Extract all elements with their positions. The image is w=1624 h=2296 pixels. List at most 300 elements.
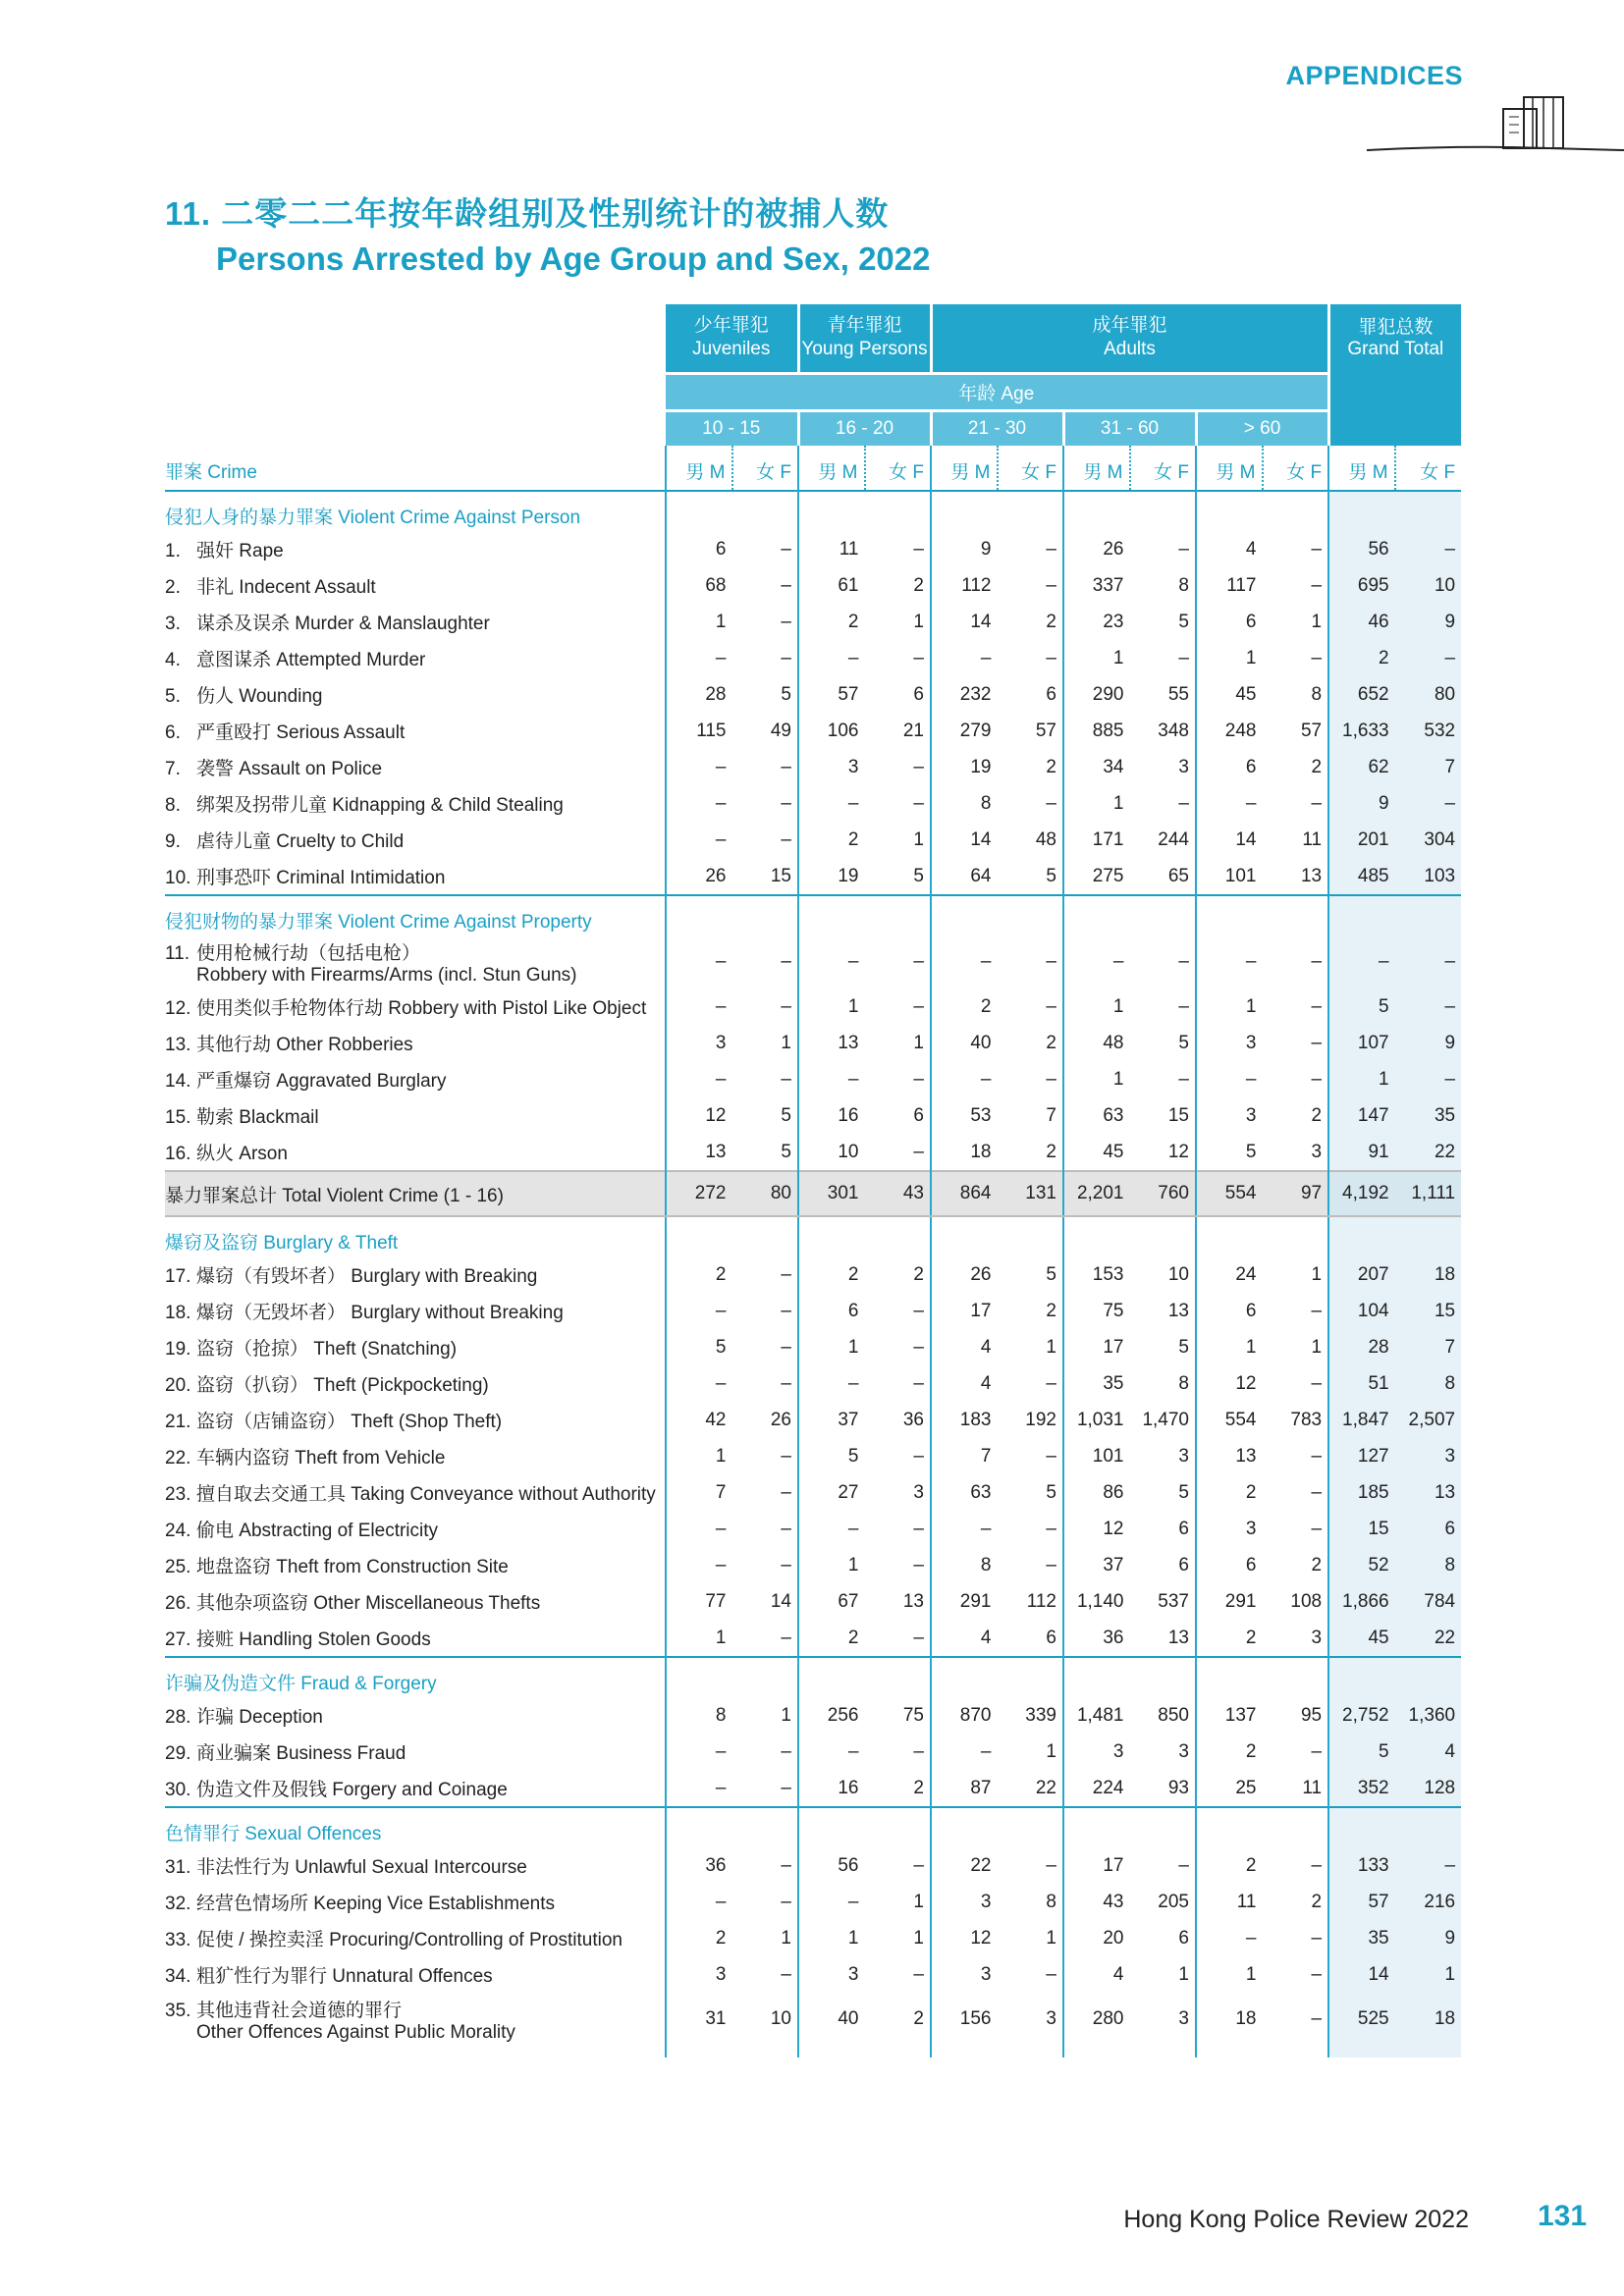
value-cell: 1 [913,1032,924,1053]
empty-cell [1263,900,1329,935]
value-cell: 2 [1046,1300,1056,1321]
value-cell: – [798,785,865,822]
section-label: APPENDICES [1285,61,1463,90]
value-cell: 5 [1046,1263,1056,1285]
value-cell: 45 [1063,1134,1130,1171]
value-cell: – [1395,640,1462,676]
value-cell: 13 [1167,1300,1189,1321]
value-cell: 77 [666,1583,732,1620]
empty-cell [798,2046,865,2057]
crime-label: 盗窃（店铺盗窃） Theft (Shop Theft) [196,1412,503,1432]
crime-label: 偷电 Abstracting of Electricity [196,1521,439,1541]
empty-cell [1328,1812,1395,1847]
value-cell: 19 [798,858,865,895]
value-cell: 4 [1063,1956,1130,1993]
crime-number: 12. [165,998,191,1019]
empty-cell [1196,496,1263,531]
value-cell: 1 [781,1032,791,1053]
crime-label: 意图谋杀 Attempted Murder [196,650,426,670]
value-cell: 18 [1196,1993,1263,2046]
value-cell: 5 [913,865,924,886]
empty-cell [1328,496,1395,531]
section-header [165,1221,1461,1256]
empty-cell [1395,2046,1462,2057]
value-cell: 1,140 [1063,1583,1130,1620]
value-cell: 6 [1196,604,1263,640]
value-cell: 9 [1395,1920,1462,1956]
empty-cell [732,900,799,935]
empty-cell [666,900,732,935]
header-adults: 成年罪犯 Adults [931,304,1328,373]
table-row [165,822,1461,858]
empty-cell [1263,1221,1329,1256]
empty-cell [1063,2046,1130,2057]
value-cell: – [1311,1854,1323,1876]
crime-number: 20. [165,1375,191,1396]
value-cell: 48 [1063,1025,1130,1061]
value-cell: – [1395,531,1462,567]
value-cell: 1,481 [1063,1697,1130,1734]
value-cell: 1 [798,1547,865,1583]
value-cell: – [798,640,865,676]
crime-label: 刑事恐吓 Criminal Intimidation [196,868,446,888]
table-end [165,2046,1461,2057]
value-cell: 12 [666,1097,732,1134]
crime-label: 盗窃（扒窃） Theft (Pickpocketing) [196,1375,489,1396]
value-cell: – [1311,1445,1323,1467]
crime-label: 爆窃（有毁坏者） Burglary with Breaking [196,1266,538,1287]
empty-cell [798,900,865,935]
value-cell: 3 [1178,1445,1189,1467]
value-cell: 153 [1063,1256,1130,1293]
value-cell: 5 [1328,1734,1395,1770]
crime-name [165,1256,666,1293]
crime-number: 14. [165,1071,191,1092]
value-cell: 3 [798,749,865,785]
table-row [165,1697,1461,1734]
value-cell: – [1395,1847,1462,1884]
crime-number: 19. [165,1339,191,1360]
table-row [165,1402,1461,1438]
empty-cell [1063,900,1130,935]
empty-cell [1063,1812,1130,1847]
page-number: 131 [1538,2200,1588,2232]
crime-label: 使用类似手枪物体行劫 Robbery with Pistol Like Object [196,998,647,1019]
value-cell: 1 [1196,1329,1263,1365]
crime-label: 促使 / 操控卖淫 Procuring/Controlling of Prostitution [196,1930,623,1950]
value-cell: – [1178,951,1189,972]
value-cell: 537 [1158,1590,1189,1612]
header-male: 男 M [1196,446,1263,491]
value-cell: 10 [1167,1263,1189,1285]
value-cell: – [1311,1927,1323,1949]
crime-label: 盗窃（抢掠） Theft (Snatching) [196,1339,458,1360]
empty-cell [666,1812,732,1847]
crime-number: 10. [165,868,191,888]
value-cell: 4 [931,1365,998,1402]
value-cell: 37 [798,1402,865,1438]
value-cell: 6 [1178,1518,1189,1539]
value-cell: 5 [1178,1336,1189,1358]
crime-label: 非法性行为 Unlawful Sexual Intercourse [196,1857,527,1878]
value-cell: 1 [666,1620,732,1657]
value-cell: 5 [1178,1481,1189,1503]
value-cell: 45 [1328,1620,1395,1657]
value-cell: – [1311,1963,1323,1985]
value-cell: 2 [666,1256,732,1293]
crime-label: 诈骗 Deception [196,1707,323,1728]
table-header-blank [165,373,666,410]
value-cell: 133 [1328,1847,1395,1884]
crime-label: 地盘盗窃 Theft from Construction Site [196,1557,509,1577]
empty-cell [1063,1221,1130,1256]
empty-cell [865,2046,932,2057]
value-cell: 1 [1046,1336,1056,1358]
value-cell: 131 [998,1171,1064,1216]
value-cell: 19 [931,749,998,785]
table-row [165,1256,1461,1293]
value-cell: 2 [798,1620,865,1657]
value-cell: 112 [931,567,998,604]
value-cell: 7 [1046,1104,1056,1126]
value-cell: 11 [1302,828,1323,850]
value-cell: 7 [931,1438,998,1474]
crime-label: 虐待儿童 Cruelty to Child [196,831,405,852]
value-cell: 91 [1328,1134,1395,1171]
empty-cell [931,496,998,531]
empty-cell [998,496,1064,531]
crime-name [165,1620,666,1657]
crime-label: 其他违背社会道德的罪行 [196,2000,403,2021]
table-row [165,1770,1461,1807]
value-cell: 22 [1035,1777,1056,1798]
value-cell: – [1395,988,1462,1025]
empty-cell [865,1812,932,1847]
value-cell: – [913,1627,924,1648]
section-title: 爆窃及盗窃 Burglary & Theft [165,1233,399,1254]
value-cell: 8 [1395,1547,1462,1583]
table-row [165,640,1461,676]
crime-name [165,1993,666,2046]
value-cell: 2 [913,2008,924,2029]
value-cell: – [1046,995,1056,1017]
empty-cell [1130,1662,1197,1697]
value-cell: 272 [666,1171,732,1216]
crime-name [165,1734,666,1770]
value-cell: 2 [913,1777,924,1798]
value-cell: 36 [1063,1620,1130,1657]
table-row [165,567,1461,604]
value-cell: 1 [1178,1963,1189,1985]
crime-label: 擅自取去交通工具 Taking Conveyance without Authority [196,1484,656,1505]
table-row [165,1620,1461,1657]
header-age-group: > 60 [1196,410,1328,446]
value-cell: 1,866 [1328,1583,1395,1620]
empty-cell [1263,496,1329,531]
value-cell: 13 [1196,1438,1263,1474]
value-cell: 57 [1300,720,1323,741]
empty-cell [1395,1812,1462,1847]
value-cell: 14 [770,1590,791,1612]
value-cell: 6 [798,1293,865,1329]
value-cell: 485 [1328,858,1395,895]
value-cell: – [931,1061,998,1097]
value-cell: 337 [1063,567,1130,604]
header-female: 女 F [1130,446,1197,491]
value-cell: 20 [1063,1920,1130,1956]
value-cell: – [666,1511,732,1547]
crime-label: 强奸 Rape [196,541,284,561]
arrests-table [165,304,1461,2057]
value-cell: 301 [798,1171,865,1216]
value-cell: 652 [1328,676,1395,713]
value-cell: 1 [798,1329,865,1365]
empty-cell [1395,1662,1462,1697]
crime-label-en: Other Offences Against Public Morality [196,2021,515,2043]
value-cell: 695 [1328,567,1395,604]
empty-cell [998,1662,1064,1697]
value-cell: 171 [1063,822,1130,858]
value-cell: 8 [931,785,998,822]
value-cell: 216 [1395,1884,1462,1920]
value-cell: 6 [1196,749,1263,785]
value-cell: 5 [781,683,791,705]
crime-name [165,531,666,567]
crime-label: 严重殴打 Serious Assault [196,722,406,743]
value-cell: 16 [798,1097,865,1134]
value-cell: – [1046,1518,1056,1539]
value-cell: 760 [1130,1171,1197,1216]
crime-number: 16. [165,1144,191,1164]
value-cell: 15 [1395,1293,1462,1329]
value-cell: – [1196,1920,1263,1956]
value-cell: 112 [1026,1590,1056,1612]
crime-number: 4. [165,650,181,670]
value-cell: 9 [1328,785,1395,822]
empty-cell [798,496,865,531]
value-cell: – [913,647,924,668]
value-cell: 2,507 [1395,1402,1462,1438]
crime-name [165,567,666,604]
value-cell: – [798,935,865,988]
crime-number: 11. [165,942,190,964]
empty-cell [1263,2046,1329,2057]
value-cell: – [1196,1061,1263,1097]
value-cell: 2 [798,1256,865,1293]
value-cell: – [913,1336,924,1358]
value-cell: 101 [1196,858,1263,895]
value-cell: – [781,574,791,596]
value-cell: – [1395,935,1462,988]
empty-cell [1328,1662,1395,1697]
value-cell: 1 [1046,1927,1056,1949]
value-cell: 17 [1063,1847,1130,1884]
value-cell: 137 [1196,1697,1263,1734]
value-cell: – [1311,1032,1323,1053]
value-cell: – [1046,647,1056,668]
header-age-group: 21 - 30 [931,410,1063,446]
value-cell: 1 [1328,1061,1395,1097]
value-cell: 15 [1328,1511,1395,1547]
header-young-persons: 青年罪犯 Young Persons [798,304,931,373]
table-row [165,1993,1461,2046]
value-cell: – [1046,792,1056,814]
value-cell: 6 [666,531,732,567]
value-cell: 5 [1046,865,1056,886]
value-cell: 9 [1395,1025,1462,1061]
value-cell: 348 [1158,720,1189,741]
value-cell: 248 [1196,713,1263,749]
section-title: 诈骗及伪造文件 Fraud & Forgery [165,1674,437,1694]
value-cell: 1 [913,828,924,850]
value-cell: 2 [1311,756,1323,777]
value-cell: – [1311,1372,1323,1394]
value-cell: – [1196,785,1263,822]
value-cell: – [1046,951,1056,972]
value-cell: 3 [1311,1141,1323,1162]
value-cell: 36 [902,1409,924,1430]
value-cell: 93 [1167,1777,1189,1798]
value-cell: – [1046,1554,1056,1575]
crime-name [165,1438,666,1474]
empty-cell [998,1221,1064,1256]
value-cell: 8 [931,1547,998,1583]
crime-name [165,1329,666,1365]
value-cell: 22 [931,1847,998,1884]
value-cell: 53 [931,1097,998,1134]
value-cell: 28 [1328,1329,1395,1365]
value-cell: 17 [1063,1329,1130,1365]
value-cell: 43 [865,1171,932,1216]
value-cell: – [913,756,924,777]
value-cell: 1,470 [1142,1409,1189,1430]
table-row [165,1329,1461,1365]
empty-cell [931,1221,998,1256]
value-cell: 207 [1328,1256,1395,1293]
table-row [165,1847,1461,1884]
value-cell: – [1311,995,1323,1017]
value-cell: 2 [1328,640,1395,676]
empty-cell [732,2046,799,2057]
crime-label: 绑架及拐带儿童 Kidnapping & Child Stealing [196,795,564,816]
table-row [165,1438,1461,1474]
crime-number: 9. [165,831,181,852]
value-cell: – [913,1068,924,1090]
value-cell: 864 [931,1171,998,1216]
table-row [165,1097,1461,1134]
crime-name [165,1365,666,1402]
value-cell: – [931,640,998,676]
value-cell: 86 [1063,1474,1130,1511]
value-cell: 10 [1395,567,1462,604]
value-cell: 15 [1167,1104,1189,1126]
value-cell: 5 [1178,611,1189,632]
empty-cell [666,496,732,531]
table-row [165,1061,1461,1097]
table-row [165,1583,1461,1620]
value-cell: 185 [1328,1474,1395,1511]
crime-name [165,1097,666,1134]
value-cell: 232 [931,676,998,713]
value-cell: – [666,1547,732,1583]
empty-cell [1196,1812,1263,1847]
crime-label: 谋杀及误杀 Murder & Manslaughter [196,614,490,634]
value-cell: 3 [931,1956,998,1993]
empty-cell [998,1812,1064,1847]
value-cell: – [1311,1481,1323,1503]
value-cell: 1 [1311,1263,1323,1285]
value-cell: – [666,749,732,785]
value-cell: 23 [1063,604,1130,640]
value-cell: – [666,822,732,858]
crime-name [165,785,666,822]
value-cell: 2 [798,822,865,858]
value-cell: 1 [1063,1061,1130,1097]
value-cell: 1 [666,604,732,640]
value-cell: – [1395,785,1462,822]
value-cell: 8 [1046,1891,1056,1912]
value-cell: 61 [798,567,865,604]
value-cell: 1 [1311,1336,1323,1358]
value-cell: 3 [1046,2008,1056,2029]
empty-cell [865,1221,932,1256]
empty-cell [931,2046,998,2057]
value-cell: – [781,611,791,632]
value-cell: 8 [1395,1365,1462,1402]
empty-cell [1130,2046,1197,2057]
crime-label: 粗犷性行为罪行 Unnatural Offences [196,1966,493,1987]
crime-name [165,1583,666,1620]
header-male: 男 M [798,446,865,491]
header-grand-total: 罪犯总数 Grand Total [1328,304,1461,446]
header-age: 年龄 Age [666,373,1328,410]
value-cell: 7 [1395,749,1462,785]
empty-cell [1130,1812,1197,1847]
value-cell: – [798,1365,865,1402]
value-cell: – [913,1372,924,1394]
value-cell: 35 [1063,1365,1130,1402]
value-cell: – [1178,1854,1189,1876]
crime-name [165,640,666,676]
empty-cell [1328,900,1395,935]
value-cell: 784 [1395,1583,1462,1620]
value-cell: 1 [666,1438,732,1474]
empty-cell [865,900,932,935]
crime-label: 伪造文件及假钱 Forgery and Coinage [196,1780,508,1800]
crime-name [165,1134,666,1171]
value-cell: 15 [770,865,791,886]
value-cell: 2,752 [1328,1697,1395,1734]
value-cell: 3 [1178,1740,1189,1762]
value-cell: 6 [1196,1293,1263,1329]
value-cell: – [1196,935,1263,988]
crime-name [165,1770,666,1807]
crime-number: 29. [165,1743,191,1764]
empty-cell [1130,1221,1197,1256]
value-cell: 14 [1196,822,1263,858]
crime-name [165,1025,666,1061]
crime-label: 使用枪械行劫（包括电枪） [196,942,421,964]
section-header [165,496,1461,531]
value-cell: 115 [666,713,732,749]
value-cell: 26 [931,1256,998,1293]
value-cell: 51 [1328,1365,1395,1402]
value-cell: – [781,1372,791,1394]
crime-number: 6. [165,722,181,743]
value-cell: 4,192 [1328,1171,1395,1216]
value-cell: 1 [1196,640,1263,676]
value-cell: 850 [1158,1704,1189,1726]
